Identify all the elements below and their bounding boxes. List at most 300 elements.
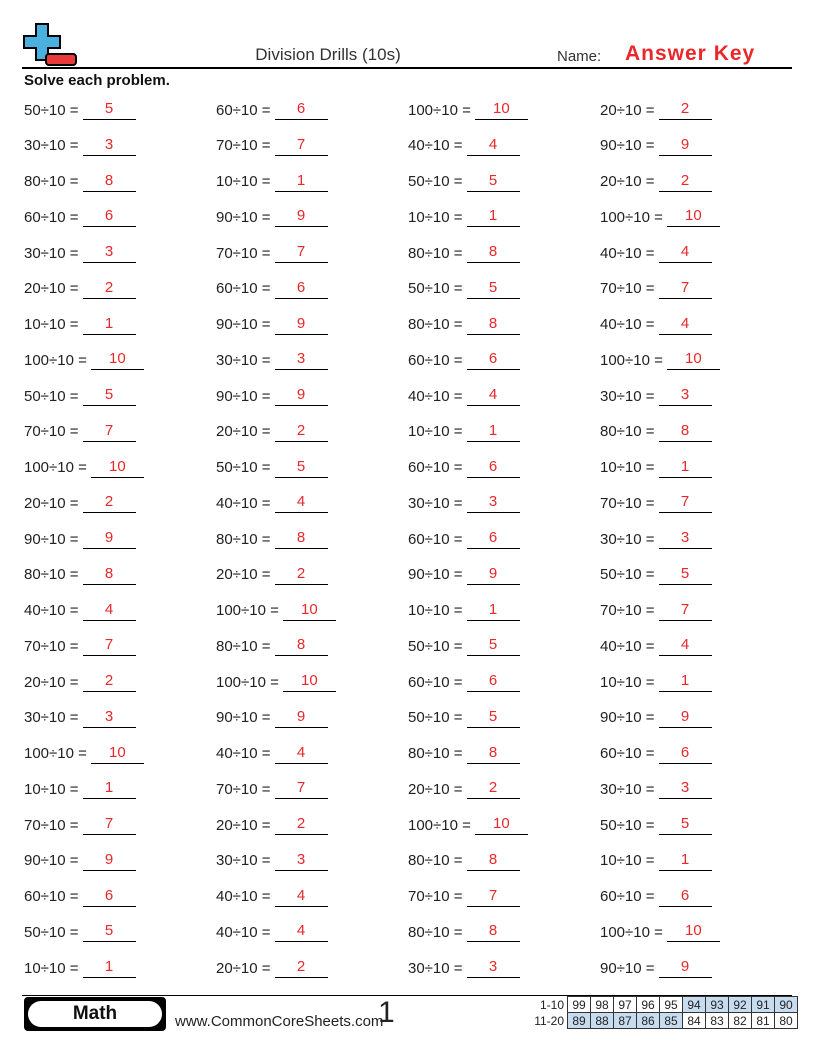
answer-blank[interactable]: 9 <box>83 851 136 871</box>
answer-blank[interactable]: 7 <box>659 601 712 621</box>
problem-question: 40÷10 = <box>408 387 463 405</box>
problem-item <box>408 771 520 807</box>
problem-item <box>408 414 520 450</box>
problem-item <box>24 664 136 700</box>
problem-question: 60÷10 = <box>600 888 655 905</box>
problem-question: 90÷10 = <box>24 852 79 870</box>
problem-item <box>408 199 520 235</box>
answer-blank[interactable]: 9 <box>659 136 712 156</box>
problem-question: 90÷10 = <box>600 709 655 727</box>
problem-question: 100÷10 = <box>600 923 663 941</box>
answer-blank[interactable]: 5 <box>83 386 136 406</box>
problem-item <box>24 271 136 307</box>
problem-item <box>408 879 520 915</box>
answer-blank[interactable]: 6 <box>659 887 712 907</box>
answer-blank[interactable]: 7 <box>83 815 136 835</box>
problem-item <box>216 378 328 414</box>
problem-item <box>408 307 520 343</box>
answer-blank[interactable]: 3 <box>467 493 520 513</box>
problem-question: 20÷10 = <box>24 494 79 512</box>
answer-blank[interactable]: 6 <box>659 744 712 764</box>
problem-question: 90÷10 = <box>216 208 271 226</box>
answer-blank[interactable]: 5 <box>467 636 520 656</box>
answer-blank[interactable]: 4 <box>275 744 328 764</box>
answer-blank[interactable]: 1 <box>83 779 136 799</box>
score-cell: 94 <box>683 997 706 1013</box>
problem-question: 70÷10 = <box>600 494 655 512</box>
answer-blank[interactable]: 4 <box>275 887 328 907</box>
answer-blank[interactable]: 6 <box>467 350 520 370</box>
problem-question: 90÷10 = <box>216 387 271 405</box>
problem-item <box>216 557 328 593</box>
problem-question: 50÷10 = <box>600 566 655 584</box>
problem-item <box>600 843 712 879</box>
answer-blank[interactable]: 8 <box>467 243 520 263</box>
problem-item <box>600 235 712 271</box>
problem-question: 40÷10 = <box>600 637 655 655</box>
answer-blank[interactable]: 7 <box>275 136 328 156</box>
problem-question: 60÷10 = <box>408 673 463 691</box>
score-cell: 86 <box>637 1013 660 1029</box>
problem-item <box>216 843 328 879</box>
problem-question: 10÷10 = <box>216 173 271 190</box>
score-cell: 90 <box>775 997 798 1013</box>
score-row <box>528 1013 798 1029</box>
answer-blank[interactable]: 7 <box>275 779 328 799</box>
problem-item <box>408 664 520 700</box>
problem-item <box>24 771 136 807</box>
header-divider <box>22 67 792 69</box>
problem-question: 80÷10 = <box>24 566 79 584</box>
problem-item <box>408 378 520 414</box>
problem-question: 10÷10 = <box>24 316 79 333</box>
problem-question: 30÷10 = <box>408 959 463 977</box>
score-cell: 98 <box>591 997 614 1013</box>
problem-item <box>216 92 328 128</box>
problem-item <box>216 807 328 843</box>
score-cell: 82 <box>729 1013 752 1029</box>
answer-blank[interactable]: 1 <box>659 458 712 478</box>
problem-item <box>24 807 136 843</box>
problem-question: 50÷10 = <box>216 459 271 476</box>
problem-question: 30÷10 = <box>24 244 79 262</box>
score-cell: 92 <box>729 997 752 1013</box>
problem-question: 70÷10 = <box>216 780 271 798</box>
problem-item <box>216 914 328 950</box>
problem-question: 10÷10 = <box>408 602 463 619</box>
answer-blank[interactable]: 8 <box>659 422 712 442</box>
problem-item <box>216 128 328 164</box>
answer-blank[interactable]: 7 <box>83 422 136 442</box>
answer-blank[interactable]: 3 <box>275 350 328 370</box>
problem-question: 90÷10 = <box>408 566 463 584</box>
problem-question: 20÷10 = <box>600 101 655 119</box>
score-row <box>528 997 798 1013</box>
problem-item <box>216 664 336 700</box>
problem-item <box>408 950 520 986</box>
problem-item <box>216 771 328 807</box>
problem-question: 80÷10 = <box>408 852 463 870</box>
score-cell: 81 <box>752 1013 775 1029</box>
problem-question: 50÷10 = <box>408 709 463 727</box>
answer-blank[interactable]: 3 <box>83 243 136 263</box>
site-url: www.CommonCoreSheets.com <box>175 1013 384 1030</box>
problem-item <box>600 557 712 593</box>
problem-item <box>600 664 712 700</box>
problem-item <box>216 736 328 772</box>
answer-blank[interactable]: 9 <box>275 708 328 728</box>
answer-blank[interactable]: 10 <box>667 922 720 942</box>
answer-blank[interactable]: 2 <box>275 815 328 835</box>
problem-item <box>216 307 328 343</box>
problem-item <box>216 593 336 629</box>
answer-blank[interactable]: 6 <box>275 279 328 299</box>
answer-blank[interactable]: 4 <box>275 922 328 942</box>
answer-blank[interactable]: 3 <box>83 708 136 728</box>
problem-question: 20÷10 = <box>216 959 271 977</box>
answer-blank[interactable]: 10 <box>91 350 144 370</box>
problem-question: 50÷10 = <box>600 816 655 834</box>
problem-question: 20÷10 = <box>600 173 655 190</box>
problem-item <box>408 914 520 950</box>
problem-question: 80÷10 = <box>408 316 463 333</box>
answer-blank[interactable]: 6 <box>275 100 328 120</box>
problem-question: 50÷10 = <box>24 101 79 119</box>
answer-blank[interactable]: 4 <box>467 136 520 156</box>
problem-question: 30÷10 = <box>600 780 655 798</box>
problem-item <box>408 485 520 521</box>
problem-item <box>216 700 328 736</box>
problem-question: 20÷10 = <box>24 673 79 691</box>
score-table <box>528 996 798 1029</box>
problem-item <box>600 736 712 772</box>
problem-item <box>600 700 712 736</box>
problem-question: 10÷10 = <box>600 852 655 870</box>
problem-question: 40÷10 = <box>216 494 271 512</box>
answer-blank[interactable]: 4 <box>467 386 520 406</box>
problem-item <box>600 307 712 343</box>
problem-question: 90÷10 = <box>600 137 655 155</box>
problem-item <box>600 807 712 843</box>
problem-question: 80÷10 = <box>24 173 79 190</box>
answer-blank[interactable]: 5 <box>467 279 520 299</box>
answer-blank[interactable]: 8 <box>467 315 520 335</box>
problem-item <box>216 164 328 200</box>
page-number: 1 <box>378 996 395 1029</box>
answer-blank[interactable]: 8 <box>83 565 136 585</box>
problem-question: 50÷10 = <box>24 387 79 405</box>
problem-question: 10÷10 = <box>24 959 79 977</box>
answer-blank[interactable]: 1 <box>83 315 136 335</box>
answer-blank[interactable]: 8 <box>275 636 328 656</box>
answer-blank[interactable]: 7 <box>659 493 712 513</box>
answer-blank[interactable]: 8 <box>467 922 520 942</box>
problem-question: 100÷10 = <box>24 745 87 762</box>
answer-blank[interactable]: 10 <box>475 815 528 835</box>
answer-blank[interactable]: 3 <box>467 958 520 978</box>
problem-item <box>24 914 136 950</box>
answer-blank[interactable]: 5 <box>659 815 712 835</box>
problem-item <box>216 485 328 521</box>
problem-item <box>600 92 712 128</box>
answer-blank[interactable]: 10 <box>475 100 528 120</box>
problem-item <box>24 414 136 450</box>
answer-blank[interactable]: 1 <box>275 172 328 192</box>
answer-blank[interactable]: 10 <box>91 744 144 764</box>
answer-blank[interactable]: 4 <box>275 493 328 513</box>
problem-question: 30÷10 = <box>24 709 79 727</box>
answer-blank[interactable]: 2 <box>275 565 328 585</box>
answer-blank[interactable]: 2 <box>83 279 136 299</box>
answer-blank[interactable]: 1 <box>659 851 712 871</box>
problem-question: 90÷10 = <box>24 530 79 548</box>
problem-item <box>600 164 712 200</box>
problem-item <box>24 736 144 772</box>
score-cell: 89 <box>568 1013 591 1029</box>
problem-question: 80÷10 = <box>408 244 463 262</box>
score-cell: 87 <box>614 1013 637 1029</box>
answer-blank[interactable]: 8 <box>275 529 328 549</box>
problem-question: 50÷10 = <box>408 637 463 655</box>
problem-question: 10÷10 = <box>600 459 655 476</box>
instructions: Solve each problem. <box>24 72 170 89</box>
answer-blank[interactable]: 9 <box>275 386 328 406</box>
problem-item <box>408 736 520 772</box>
problem-question: 30÷10 = <box>600 530 655 548</box>
problem-item <box>24 879 136 915</box>
answer-blank[interactable]: 2 <box>83 493 136 513</box>
answer-blank[interactable]: 10 <box>667 350 720 370</box>
score-cell: 95 <box>660 997 683 1013</box>
answer-blank[interactable]: 9 <box>83 529 136 549</box>
problem-question: 50÷10 = <box>408 280 463 298</box>
score-cell: 93 <box>706 997 729 1013</box>
score-cell: 83 <box>706 1013 729 1029</box>
problem-item <box>408 700 520 736</box>
score-cell: 88 <box>591 1013 614 1029</box>
answer-blank[interactable]: 2 <box>275 422 328 442</box>
answer-blank[interactable]: 9 <box>467 565 520 585</box>
answer-blank[interactable]: 7 <box>275 243 328 263</box>
problem-item <box>600 950 712 986</box>
answer-blank[interactable]: 3 <box>659 779 712 799</box>
problem-question: 60÷10 = <box>600 745 655 762</box>
problem-item <box>600 628 712 664</box>
problem-item <box>408 92 528 128</box>
problem-question: 80÷10 = <box>216 530 271 548</box>
problem-question: 100÷10 = <box>216 673 279 691</box>
problem-question: 80÷10 = <box>216 637 271 655</box>
problem-item <box>600 199 720 235</box>
problem-item <box>24 199 136 235</box>
problem-item <box>24 485 136 521</box>
answer-blank[interactable]: 6 <box>467 458 520 478</box>
problem-item <box>408 128 520 164</box>
answer-blank[interactable]: 1 <box>83 958 136 978</box>
answer-blank[interactable]: 5 <box>467 708 520 728</box>
answer-blank[interactable]: 5 <box>467 172 520 192</box>
answer-blank[interactable]: 6 <box>83 887 136 907</box>
problem-question: 90÷10 = <box>216 709 271 727</box>
problem-question: 60÷10 = <box>24 208 79 226</box>
answer-blank[interactable]: 3 <box>83 136 136 156</box>
problem-question: 30÷10 = <box>216 351 271 369</box>
answer-blank[interactable]: 1 <box>467 207 520 227</box>
answer-blank[interactable]: 6 <box>467 672 520 692</box>
problem-question: 30÷10 = <box>24 137 79 155</box>
problem-question: 70÷10 = <box>24 423 79 441</box>
problem-question: 70÷10 = <box>600 280 655 298</box>
answer-blank[interactable]: 8 <box>467 851 520 871</box>
problem-question: 100÷10 = <box>600 208 663 226</box>
problem-question: 30÷10 = <box>216 852 271 870</box>
score-cell: 96 <box>637 997 660 1013</box>
problem-question: 90÷10 = <box>216 316 271 333</box>
answer-blank[interactable]: 8 <box>467 744 520 764</box>
problem-item <box>600 414 712 450</box>
problem-question: 60÷10 = <box>216 280 271 298</box>
answer-blank[interactable]: 10 <box>283 672 336 692</box>
answer-blank[interactable]: 5 <box>83 100 136 120</box>
problem-item <box>600 771 712 807</box>
problem-question: 80÷10 = <box>408 923 463 941</box>
problem-item <box>600 879 712 915</box>
problem-item <box>24 307 136 343</box>
problem-item <box>408 843 520 879</box>
problem-item <box>408 235 520 271</box>
answer-blank[interactable]: 9 <box>659 708 712 728</box>
problem-question: 60÷10 = <box>408 530 463 548</box>
answer-blank[interactable]: 4 <box>659 243 712 263</box>
answer-blank[interactable]: 9 <box>275 207 328 227</box>
score-row-label: 11-20 <box>534 1013 564 1028</box>
problem-item <box>24 557 136 593</box>
problem-item <box>24 164 136 200</box>
score-cell: 99 <box>568 997 591 1013</box>
problem-item <box>24 450 144 486</box>
problem-question: 40÷10 = <box>216 923 271 941</box>
problem-item <box>216 414 328 450</box>
problem-question: 10÷10 = <box>600 673 655 691</box>
problem-question: 10÷10 = <box>408 423 463 441</box>
answer-blank[interactable]: 2 <box>275 958 328 978</box>
answer-blank[interactable]: 6 <box>467 529 520 549</box>
problem-item <box>216 521 328 557</box>
problem-question: 60÷10 = <box>24 888 79 905</box>
problem-item <box>24 700 136 736</box>
problem-item <box>408 557 520 593</box>
problem-question: 40÷10 = <box>408 137 463 155</box>
problem-question: 20÷10 = <box>24 280 79 298</box>
answer-blank[interactable]: 2 <box>659 100 712 120</box>
problem-question: 40÷10 = <box>216 888 271 905</box>
answer-blank[interactable]: 3 <box>659 529 712 549</box>
problem-item <box>600 378 712 414</box>
problem-item <box>600 450 712 486</box>
problem-item <box>408 807 528 843</box>
problem-item <box>24 628 136 664</box>
answer-key-text: Answer Key <box>625 42 756 65</box>
problem-item <box>216 271 328 307</box>
problem-question: 70÷10 = <box>24 637 79 655</box>
answer-blank[interactable]: 4 <box>659 315 712 335</box>
answer-blank[interactable]: 10 <box>667 207 720 227</box>
answer-blank[interactable]: 1 <box>467 422 520 442</box>
answer-blank[interactable]: 4 <box>83 601 136 621</box>
problem-question: 20÷10 = <box>216 816 271 834</box>
problem-item <box>216 628 328 664</box>
answer-blank[interactable]: 2 <box>83 672 136 692</box>
problem-question: 60÷10 = <box>216 101 271 119</box>
answer-blank[interactable]: 5 <box>275 458 328 478</box>
answer-blank[interactable]: 9 <box>275 315 328 335</box>
problem-question: 100÷10 = <box>216 602 279 619</box>
problem-question: 100÷10 = <box>408 816 471 834</box>
problem-question: 70÷10 = <box>216 137 271 155</box>
answer-blank[interactable]: 1 <box>659 672 712 692</box>
score-cell: 85 <box>660 1013 683 1029</box>
answer-blank[interactable]: 2 <box>467 779 520 799</box>
answer-blank[interactable]: 1 <box>467 601 520 621</box>
problem-question: 40÷10 = <box>600 244 655 262</box>
problem-item <box>408 521 520 557</box>
score-cell: 97 <box>614 997 637 1013</box>
answer-blank[interactable]: 5 <box>83 922 136 942</box>
answer-blank[interactable]: 7 <box>659 279 712 299</box>
math-badge <box>24 997 166 1031</box>
score-cell: 91 <box>752 997 775 1013</box>
answer-blank[interactable]: 10 <box>91 458 144 478</box>
problem-question: 90÷10 = <box>600 959 655 977</box>
problem-item <box>24 378 136 414</box>
problem-item <box>408 342 520 378</box>
problem-question: 100÷10 = <box>408 101 471 119</box>
problem-question: 100÷10 = <box>600 351 663 369</box>
problem-item <box>216 950 328 986</box>
answer-blank[interactable]: 10 <box>283 601 336 621</box>
problem-question: 40÷10 = <box>600 316 655 333</box>
problem-question: 30÷10 = <box>600 387 655 405</box>
answer-blank[interactable]: 3 <box>275 851 328 871</box>
problem-item <box>24 92 136 128</box>
answer-blank[interactable]: 7 <box>83 636 136 656</box>
problem-question: 10÷10 = <box>24 780 79 798</box>
problem-item <box>408 628 520 664</box>
problem-item <box>216 199 328 235</box>
problem-question: 40÷10 = <box>216 745 271 762</box>
answer-blank[interactable]: 6 <box>83 207 136 227</box>
name-label: Name: <box>557 48 602 65</box>
problem-item <box>216 342 328 378</box>
answer-blank[interactable]: 2 <box>659 172 712 192</box>
answer-blank[interactable]: 7 <box>467 887 520 907</box>
answer-blank[interactable]: 3 <box>659 386 712 406</box>
answer-blank[interactable]: 4 <box>659 636 712 656</box>
problem-item <box>216 879 328 915</box>
problem-question: 10÷10 = <box>408 208 463 226</box>
problem-item <box>24 950 136 986</box>
score-cell: 84 <box>683 1013 706 1029</box>
problem-item <box>408 271 520 307</box>
problem-question: 70÷10 = <box>216 244 271 262</box>
problem-question: 20÷10 = <box>216 423 271 441</box>
problem-question: 40÷10 = <box>24 602 79 619</box>
problem-item <box>216 450 328 486</box>
problem-question: 70÷10 = <box>408 888 463 905</box>
answer-blank[interactable]: 8 <box>83 172 136 192</box>
answer-blank[interactable]: 9 <box>659 958 712 978</box>
answer-blank[interactable]: 5 <box>659 565 712 585</box>
